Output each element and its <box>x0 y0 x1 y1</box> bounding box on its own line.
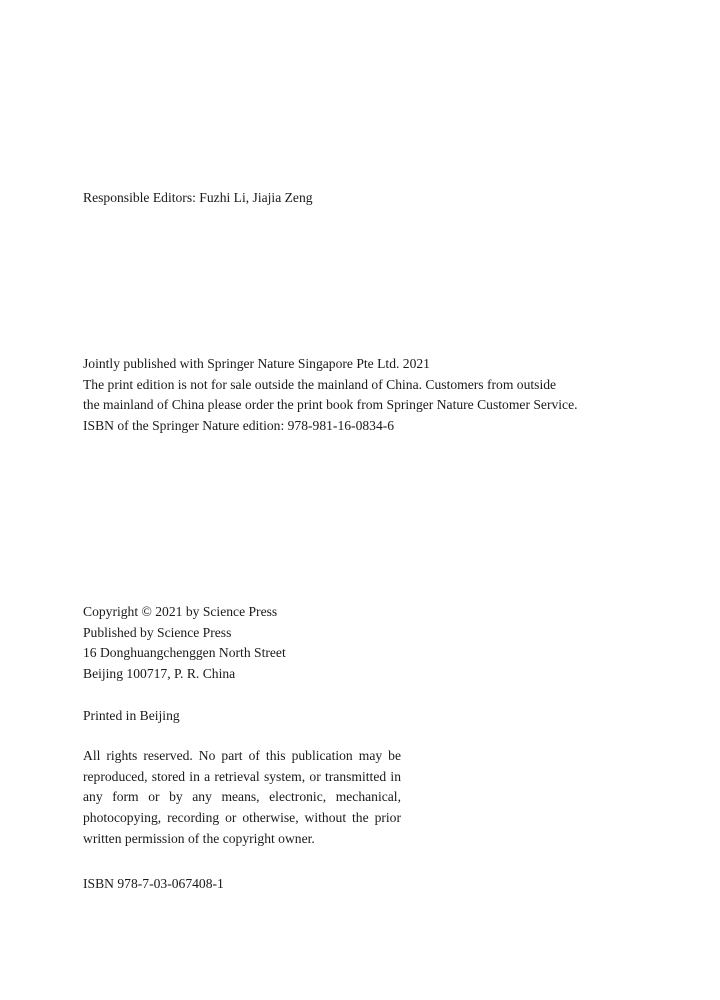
address-street-line: 16 Donghuangchenggen North Street <box>83 645 286 661</box>
springer-edition-notice <box>83 354 578 437</box>
rights-line-3: any form or by any means, electronic, mechanical, <box>83 789 401 805</box>
isbn-line: ISBN 978-7-03-067408-1 <box>83 876 224 891</box>
published-by-line: Published by Science Press <box>83 624 232 640</box>
rights-statement <box>83 746 401 850</box>
springer-isbn-line: ISBN of the Springer Nature edition: 978-981-16-0834-6 <box>83 418 395 434</box>
editors-line: Responsible Editors: Fuzhi Li, Jiajia Zeng <box>83 190 313 205</box>
rights-line-5: written permission of the copyright owner. <box>83 830 315 846</box>
copyright-line: Copyright © 2021 by Science Press <box>83 604 278 619</box>
rights-line-2: reproduced, stored in a retrieval system, or transmitted in <box>83 768 401 784</box>
rights-line-4: photocopying, recording or otherwise, without the prior <box>83 810 401 826</box>
address-city-line: Beijing 100717, P. R. China <box>83 666 236 682</box>
sale-restriction-line-1: The print edition is not for sale outside the mainland of China. Customers from outside <box>83 376 557 392</box>
joint-publication-line: Jointly published with Springer Nature Singapore Pte Ltd. 2021 <box>83 356 430 371</box>
printed-location <box>83 706 180 727</box>
publisher-info <box>83 602 286 685</box>
responsible-editors <box>83 188 313 209</box>
book-isbn <box>83 874 224 895</box>
rights-line-1: All rights reserved. No part of this publication may be <box>83 748 401 763</box>
sale-restriction-line-2: the mainland of China please order the print book from Springer Nature Customer Service. <box>83 397 578 413</box>
printed-in-line: Printed in Beijing <box>83 708 180 723</box>
